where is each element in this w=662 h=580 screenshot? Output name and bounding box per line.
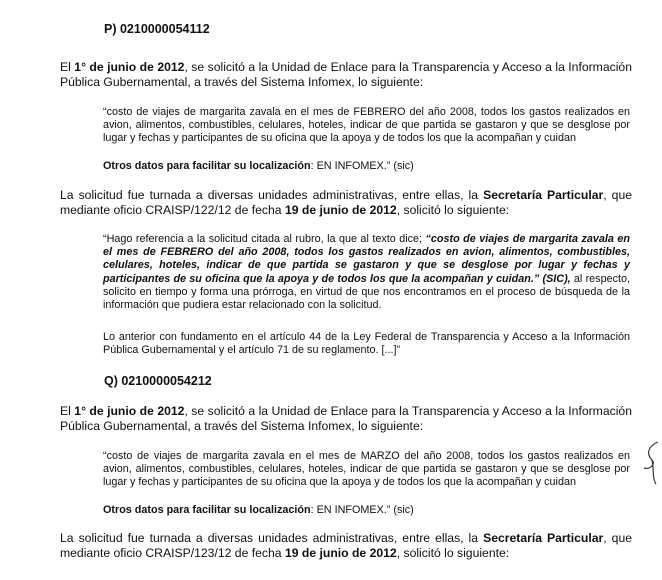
turn-text: La solicitud fue turnada a diversas unidades administrativas, entre ellas, la [60,531,484,545]
section-p-legal: Lo anterior con fundamento en el artículo 44 de la Ley Federal de Transparencia y Acceso a la Información Pública Gubernamental y el artículo 71 de su reglamento. [...]” [103,331,630,357]
otros-label: Otros datos para facilitar su localización [103,504,311,516]
section-p-reply [103,233,630,312]
turn-unit: Secretaría Particular [483,188,604,202]
section-q-turn [60,531,632,561]
turn-date: 19 de junio de 2012 [284,203,397,217]
reply-quote: “costo de viajes de margarita zavala en el mes de FEBRERO del año 2008, todos los gastos realizados en avion, alimentos, combustibles, celulares, hoteles, indicar de que partida se gastaron y que se desglose por lugar y fechas y participantes de su oficina que la apoya y de todos los que la acompañan y cuidan.” (SIC), [103,233,630,285]
intro-date: 1° de junio de 2012 [74,404,185,418]
section-q-otros [103,504,630,517]
turn-text-mid: , que mediante oficio CRAISP/123/12 de fecha [60,531,633,560]
section-q-heading: Q) 0210000054212 [104,374,212,388]
section-p-otros [103,160,630,173]
section-q-request: “costo de viajes de margarita zavala en el mes de MARZO del año 2008, todos los gastos realizados en avion, alimentos, combustibles, celulares, hoteles, indicar de que partida se gastaron y que se desglose por lugar y fechas y participantes de su oficina que la apoya y de todos los que la acompañan y cuidan [103,450,630,489]
otros-value: : EN INFOMEX.” (sic) [310,504,414,516]
section-p-request: “costo de viajes de margarita zavala en el mes de FEBRERO del año 2008, todos los gastos realizados en avion, alimentos, combustibles, celulares, hoteles, indicar de que partida se gastaron y que se desglose por lugar y fechas y participantes de su oficina que la apoya y de todos los que la acompañan y cuidan [103,106,630,145]
intro-text: El [60,60,75,74]
intro-text-rest: , se solicitó a la Unidad de Enlace para la Transparencia y Acceso a la Información Pública Gubernamental, a través del Sistema Infomex, lo siguiente: [60,404,632,433]
reply-text-rest: al respecto, solicito en tiempo y forma una prórroga, en virtud de que nos encontramos en el proceso de búsqueda de la información que pudiera estar relacionado con la solicitud. [103,272,630,312]
section-p-heading: P) 0210000054112 [104,22,210,36]
reply-text: “Hago referencia a la solicitud citada al rubro, la que al texto dice; [103,233,426,245]
intro-text-rest: , se solicitó a la Unidad de Enlace para la Transparencia y Acceso a la Información Pública Gubernamental, a través del Sistema Infomex, lo siguiente: [60,60,632,89]
section-p-intro [60,60,632,90]
turn-text-mid: , que mediante oficio CRAISP/122/12 de fecha [60,188,633,217]
handwritten-mark [640,438,660,488]
intro-text: El [60,404,75,418]
otros-label: Otros datos para facilitar su localización [103,160,311,172]
turn-text: La solicitud fue turnada a diversas unidades administrativas, entre ellas, la [60,188,484,202]
section-p-turn [60,188,632,218]
section-q-intro [60,404,632,434]
intro-date: 1° de junio de 2012 [74,60,185,74]
otros-value: : EN INFOMEX.” (sic) [310,160,414,172]
turn-text-end: , solicitó lo siguiente: [396,546,510,560]
turn-date: 19 de junio de 2012 [284,546,397,560]
turn-unit: Secretaría Particular [483,531,604,545]
turn-text-end: , solicitó lo siguiente: [396,203,510,217]
